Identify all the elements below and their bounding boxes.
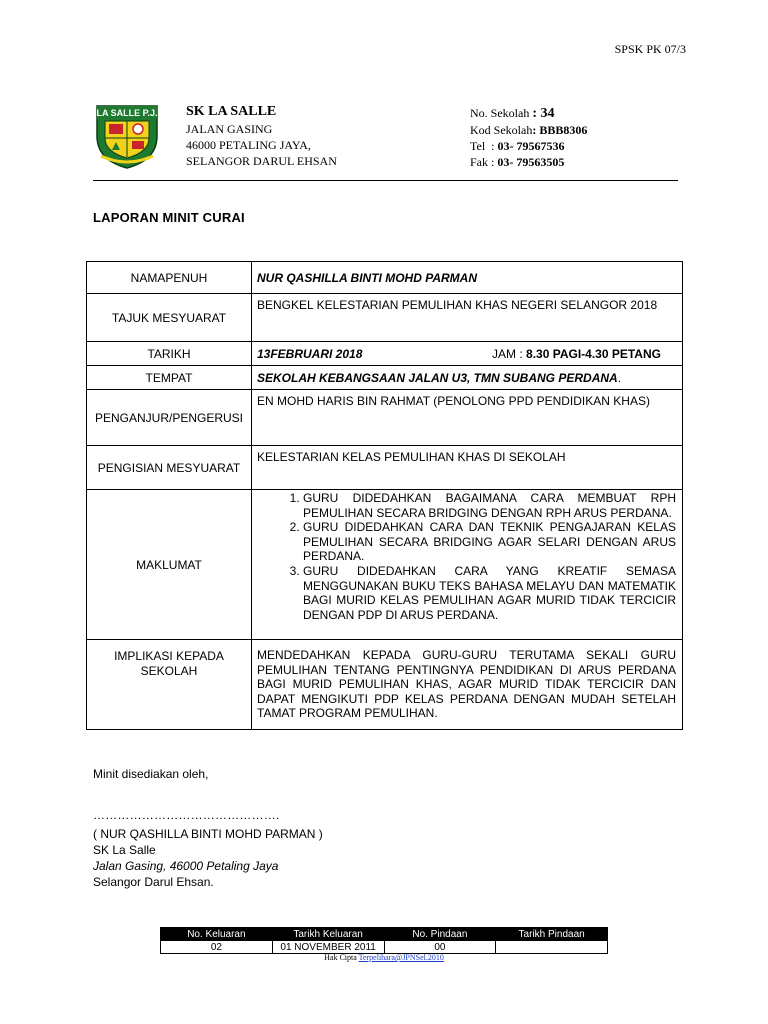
signer-block xyxy=(93,826,323,890)
school-fax-value: 03- 79563505 xyxy=(497,155,565,169)
school-number xyxy=(470,105,587,122)
school-code-value: : BBB8306 xyxy=(532,123,588,137)
tajuk-value: BENGKEL KELESTARIAN PEMULIHAN KHAS NEGERI SELANGOR 2018 xyxy=(252,294,683,342)
school-contact-block xyxy=(470,105,587,170)
footer-value xyxy=(496,941,608,954)
tempat-cell xyxy=(252,366,683,390)
footer-header: No. Keluaran xyxy=(161,928,273,941)
nama-value: NUR QASHILLA BINTI MOHD PARMAN xyxy=(252,262,683,294)
copyright-prefix: Hak Cipta xyxy=(324,953,359,962)
tarikh-cell xyxy=(252,342,683,366)
minutes-table xyxy=(86,261,683,730)
document-code: SPSK PK 07/3 xyxy=(614,42,686,56)
implikasi-label-line-2: SEKOLAH xyxy=(140,663,198,678)
row-nama xyxy=(87,262,683,294)
report-title: LAPORAN MINIT CURAI xyxy=(93,210,245,225)
maklumat-item: 1. GURU DIDEDAHKAN BAGAIMANA CARA MEMBUAT RPH PEMULIHAN SECARA BRIDGING DENGAN RPH ARUS PERDANA. xyxy=(303,491,676,520)
footer-header: Tarikh Pindaan xyxy=(496,928,608,941)
pengisian-value: KELESTARIAN KELAS PEMULIHAN KHAS DI SEKOLAH xyxy=(252,446,683,490)
pengisian-label: PENGISIAN MESYUARAT xyxy=(87,446,252,490)
implikasi-label-line-1: IMPLIKASI KEPADA xyxy=(114,649,224,663)
jam-field xyxy=(492,347,661,362)
school-tel xyxy=(470,138,587,154)
school-address-line-1: JALAN GASING xyxy=(186,122,273,136)
copyright-notice xyxy=(0,953,768,962)
maklumat-value xyxy=(252,490,683,640)
school-tel-value: 03- 79567536 xyxy=(497,139,565,153)
tarikh-value: 13FEBRUARI 2018 xyxy=(257,347,363,362)
school-crest-icon xyxy=(95,102,159,170)
school-address-line-3: SELANGOR DARUL EHSAN xyxy=(186,154,337,168)
school-code xyxy=(470,122,587,138)
tajuk-label: TAJUK MESYUARAT xyxy=(87,294,252,342)
school-address-line-2: 46000 PETALING JAYA, xyxy=(186,138,311,152)
footer-value: 02 xyxy=(161,941,273,954)
footer-header: No. Pindaan xyxy=(384,928,496,941)
maklumat-item: 2. GURU DIDEDAHKAN CARA DAN TEKNIK PENGAJARAN KELAS PEMULIHAN SECARA BRIDGING AGAR SELARI DENGAN ARUS PERDANA. xyxy=(303,520,676,564)
row-implikasi xyxy=(87,640,683,730)
school-tel-label: Tel : xyxy=(470,139,498,153)
tarikh-label: TARIKH xyxy=(87,342,252,366)
footer-header: Tarikh Keluaran xyxy=(272,928,384,941)
row-penganjur xyxy=(87,390,683,446)
nama-label: NAMAPENUH xyxy=(87,262,252,294)
signature-line: ………………………………………. xyxy=(93,808,280,822)
signer-school: SK La Salle xyxy=(93,843,156,857)
signer-name: ( NUR QASHILLA BINTI MOHD PARMAN ) xyxy=(93,827,323,841)
footer-value: 00 xyxy=(384,941,496,954)
crest-text: LA SALLE P.J. xyxy=(96,108,158,118)
row-tempat xyxy=(87,366,683,390)
tempat-suffix: . xyxy=(617,371,622,386)
penganjur-label: PENGANJUR/PENGERUSI xyxy=(87,390,252,446)
school-name: SK LA SALLE xyxy=(186,104,277,119)
school-fax xyxy=(470,154,587,170)
school-code-label: Kod Sekolah xyxy=(470,123,533,137)
footer-value: 01 NOVEMBER 2011 xyxy=(272,941,384,954)
tempat-value: SEKOLAH KEBANGSAAN JALAN U3, TMN SUBANG PERDANA xyxy=(257,371,618,386)
implikasi-value: MENDEDAHKAN KEPADA GURU-GURU TERUTAMA SEKALI GURU PEMULIHAN TENTANG PENTINGNYA PENDIDIKAN DI ARUS PERDANA BAGI MURID PEMULIHAN KHAS, AGAR MURID TIDAK TERCICIR DAN DAPAT MENGIKUTI PDP KELAS PERDANA DENGAN MUDAH SETELAH TAMAT PROGRAM PEMULIHAN. xyxy=(252,640,683,730)
school-number-label: No. Sekolah xyxy=(470,106,530,120)
prepared-by-label: Minit disediakan oleh, xyxy=(93,767,209,781)
footer-header-row xyxy=(161,928,608,941)
implikasi-label xyxy=(87,640,252,730)
penganjur-value: EN MOHD HARIS BIN RAHMAT (PENOLONG PPD PENDIDIKAN KHAS) xyxy=(252,390,683,446)
maklumat-item: 3. GURU DIDEDAHKAN CARA YANG KREATIF SEMASA MENGGUNAKAN BUKU TEKS BAHASA MELAYU DAN MATEMATIK BAGI MURID KELAS PEMULIHAN AGAR MURID TIDAK TERCICIR DENGAN PDP DI ARUS PERDANA. xyxy=(303,564,676,622)
signer-address-line-2: Selangor Darul Ehsan. xyxy=(93,875,214,889)
school-address-block xyxy=(186,103,337,169)
row-tarikh xyxy=(87,342,683,366)
header-divider xyxy=(93,180,678,181)
footer-value-row xyxy=(161,941,608,954)
row-tajuk xyxy=(87,294,683,342)
row-maklumat xyxy=(87,490,683,640)
document-control-table xyxy=(160,927,608,954)
copyright-link[interactable]: Terpelihara@JPNSel.2010 xyxy=(358,953,444,962)
jam-value: 8.30 PAGI-4.30 PETANG xyxy=(526,347,661,361)
signer-address-line-1: Jalan Gasing, 46000 Petaling Jaya xyxy=(93,859,279,873)
row-pengisian xyxy=(87,446,683,490)
maklumat-list xyxy=(257,491,676,622)
school-number-value: : 34 xyxy=(532,106,555,121)
maklumat-label: MAKLUMAT xyxy=(87,490,252,640)
tempat-label: TEMPAT xyxy=(87,366,252,390)
jam-label: JAM : xyxy=(492,347,527,361)
school-fax-label: Fak : xyxy=(470,155,498,169)
